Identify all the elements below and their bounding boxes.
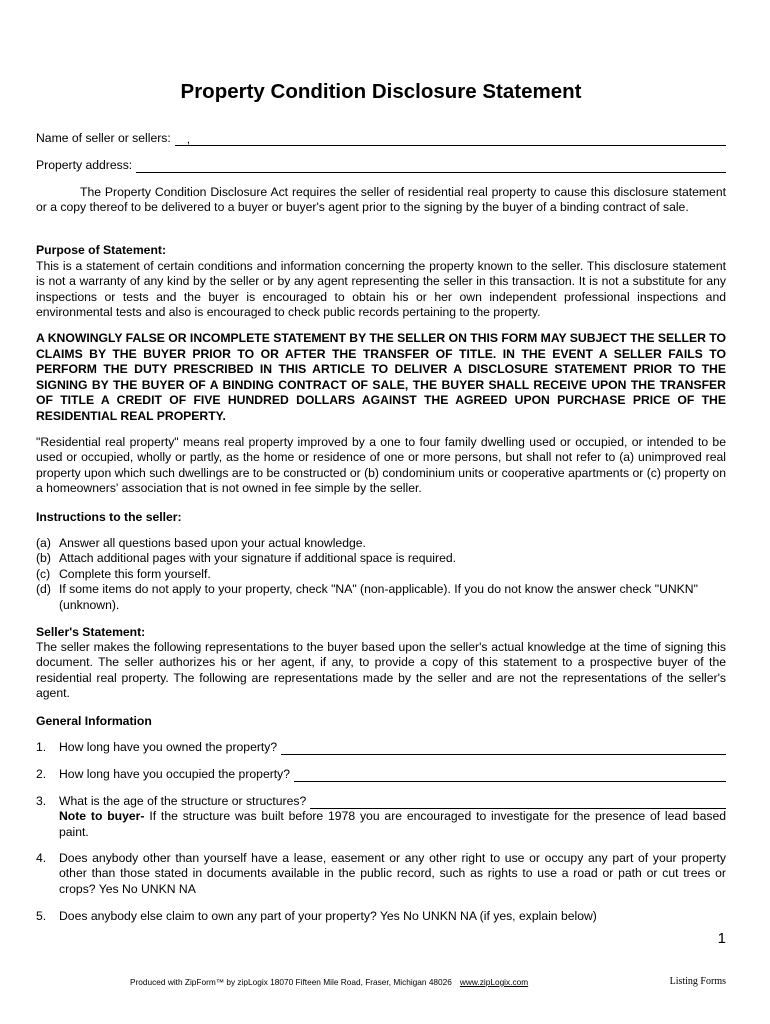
warning-paragraph: A KNOWINGLY FALSE OR INCOMPLETE STATEMENT BY THE SELLER ON THIS FORM MAY SUBJECT THE SELLER TO CLAIMS BY THE BUYER PRIOR TO OR AFTER THE TRANSFER OF TITLE. IN THE EVENT A SELLER FAILS TO PERFORM THE DUTY PRESCRIBED IN THIS ARTICLE TO DELIVER A DISCLOSURE STATEMENT PRIOR TO THE SIGNING BY THE BUYER OF A BINDING CONTRACT OF SALE, THE BUYER SHALL RECEIVE UPON THE TRANSFER OF TITLE A CREDIT OF FIVE HUNDRED DOLLARS AGAINST THE AGREED UPON PURCHASE PRICE OF THE RESIDENTIAL REAL PROPERTY. bbox=[36, 331, 726, 423]
list-item bbox=[36, 551, 726, 566]
question-number: 2. bbox=[36, 767, 47, 781]
question-1 bbox=[36, 740, 726, 755]
occupied-duration-input[interactable] bbox=[294, 769, 726, 782]
general-info-heading: General Information bbox=[36, 714, 152, 728]
footer-produced-text: Produced with ZipForm™ by zipLogix 18070 Fifteen Mile Road, Fraser, Michigan 48026 bbox=[130, 977, 452, 987]
definition-paragraph: "Residential real property" means real property improved by a one to four family dwelling used or occupied, or intended to be used or occupied, wholly or partly, as the home or residence of one or more persons, but shall not refer to (a) unimproved real property upon which such dwellings are to be constructed or (b) condominium units or cooperative apartments or (c) property on a homeowners' association that is not owned in fee simple by the seller. bbox=[36, 435, 726, 496]
list-item bbox=[36, 536, 726, 551]
seller-name-label: Name of seller or sellers: bbox=[36, 131, 171, 145]
instructions-heading: Instructions to the seller: bbox=[36, 510, 182, 524]
list-item bbox=[36, 567, 726, 582]
list-text: Attach additional pages with your signature if additional space is required. bbox=[59, 551, 457, 566]
list-text: Answer all questions based upon your actual knowledge. bbox=[59, 536, 366, 550]
question-text: Does anybody else claim to own any part of your property? Yes No UNKN NA (if yes, explain below) bbox=[59, 909, 597, 923]
list-marker: (a) bbox=[36, 536, 51, 550]
property-address-field bbox=[36, 158, 726, 173]
note-label: Note to buyer- bbox=[59, 809, 145, 824]
seller-name-value: , bbox=[186, 132, 191, 147]
question-text: How long have you owned the property? bbox=[59, 740, 278, 754]
sellers-statement-heading: Seller's Statement: bbox=[36, 625, 146, 639]
list-text: If some items do not apply to your property, check "NA" (non-applicable). If you do not know the answer check "UNKN" (unknown). bbox=[59, 582, 698, 612]
sellers-statement-paragraph: The seller makes the following representations to the buyer based upon the seller's actual knowledge at the time of signing this document. The seller authorizes his or her agent, if any, to provide a copy of this statement to a prospective buyer of the residential real property. The following are representations made by the seller and are not the representations of the seller's agent. bbox=[36, 640, 726, 701]
property-address-label: Property address: bbox=[36, 158, 133, 172]
instructions-list bbox=[36, 536, 726, 613]
page-number: 1 bbox=[717, 930, 726, 947]
note-to-buyer bbox=[59, 809, 726, 840]
owned-duration-input[interactable] bbox=[281, 742, 726, 755]
page-title: Property Condition Disclosure Statement bbox=[180, 80, 582, 103]
footer-link[interactable]: www.zipLogix.com bbox=[459, 977, 529, 987]
property-address-input[interactable] bbox=[136, 160, 726, 173]
purpose-heading: Purpose of Statement: bbox=[36, 243, 167, 257]
question-text: How long have you occupied the property? bbox=[59, 767, 291, 781]
question-3 bbox=[36, 794, 726, 840]
list-marker: (d) bbox=[36, 582, 51, 597]
purpose-paragraph: This is a statement of certain conditions and information concerning the property known to the seller. This disclosure statement is not a warranty of any kind by the seller or by any agent representing the seller in this transaction. It is not a substitute for any inspections or tests and the buyer is encouraged to obtain his or her own independent professional inspections and environmental tests and also is encouraged to check public records pertaining to the property. bbox=[36, 259, 726, 320]
question-number: 4. bbox=[36, 851, 47, 865]
footer-brand: Listing Forms bbox=[669, 976, 726, 987]
intro-paragraph: The Property Condition Disclosure Act requires the seller of residential real property to cause this disclosure statement or a copy thereof to be delivered to a buyer or buyer's agent prior to the signing by the buyer of a binding contract of sale. bbox=[36, 185, 726, 215]
question-text: What is the age of the structure or structures? bbox=[59, 794, 307, 808]
question-2 bbox=[36, 767, 726, 782]
list-text: Complete this form yourself. bbox=[59, 566, 211, 581]
seller-name-input[interactable] bbox=[175, 133, 726, 146]
question-text: Does anybody other than yourself have a lease, easement or any other right to use or occupy any part of your property other than those stated in documents available in the public record, such as rights to use a road or path or cut trees or crops? Yes No UNKN NA bbox=[59, 851, 726, 896]
question-number: 5. bbox=[36, 909, 47, 923]
list-marker: (c) bbox=[36, 566, 51, 581]
footer bbox=[130, 977, 528, 987]
note-text: If the structure was built before 1978 you are encouraged to investigate for the presence of lead based paint. bbox=[59, 809, 727, 839]
document-page bbox=[36, 0, 726, 1024]
question-number: 1. bbox=[36, 740, 47, 754]
question-4 bbox=[36, 851, 726, 897]
question-number: 3. bbox=[36, 794, 47, 808]
list-item bbox=[36, 582, 726, 613]
structure-age-input[interactable] bbox=[310, 796, 726, 809]
question-5 bbox=[36, 909, 726, 924]
list-marker: (b) bbox=[36, 551, 51, 566]
seller-name-field bbox=[36, 131, 726, 146]
